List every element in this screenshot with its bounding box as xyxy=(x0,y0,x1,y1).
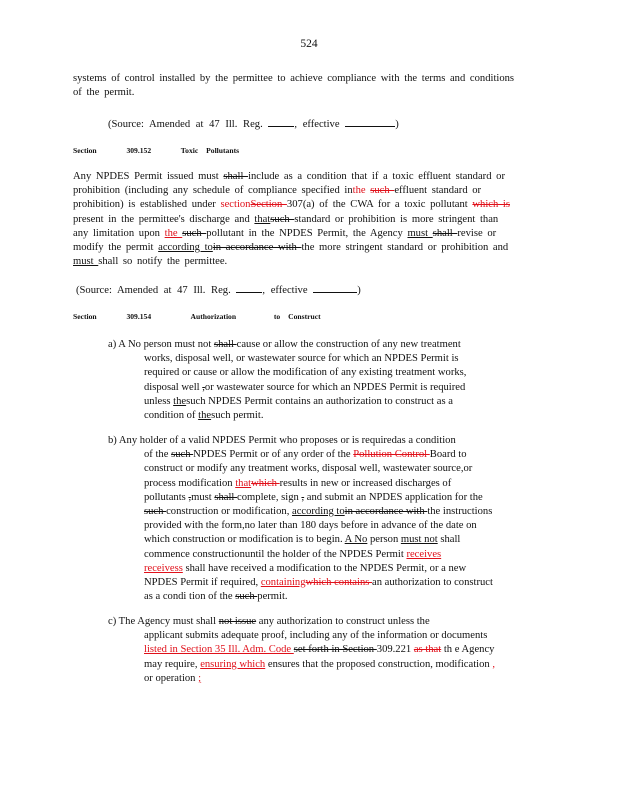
item-line: which construction or modification is to begin. A No person must not shall xyxy=(144,534,461,546)
blank-register xyxy=(268,116,294,127)
item-line: commence constructionuntil the holder of the NPDES Permit receives xyxy=(144,548,442,560)
para-line: must shall so notify the permittee. xyxy=(73,256,228,268)
item-line: such construction or modification, according toin accordance with the instructions xyxy=(144,506,493,518)
item-line: NPDES Permit if required, containingwhich contains an authorization to construct xyxy=(144,577,493,589)
para-line: Any NPDES Permit issued must shall include as a condition that if a toxic effluent standard or xyxy=(73,171,505,182)
toxic-pollutants-paragraph xyxy=(73,170,538,269)
intro-paragraph xyxy=(73,72,538,100)
subsection-c xyxy=(108,615,538,686)
item-line: construct or modify any treatment works, disposal well, wastewater source,or xyxy=(144,463,473,475)
item-line: required or cause or allow the modification of any existing treatment works, xyxy=(144,367,467,379)
blank-effective xyxy=(313,282,357,293)
source-suffix: ) xyxy=(395,119,399,130)
source-prefix: (Source: Amended at 47 Ill. Reg. xyxy=(76,285,231,296)
item-line: of the such NPDES Permit or of any order of the Pollution Control Board to xyxy=(144,449,467,461)
item-line: provided with the form,no later than 180 days before in advance of the date on xyxy=(144,520,477,532)
section-heading-309-152 xyxy=(73,146,239,155)
section-title: Toxic Pollutants xyxy=(180,146,240,155)
source-mid: , effective xyxy=(262,285,308,296)
source-note-1 xyxy=(108,116,399,130)
item-line: a) A No person must not shall cause or allow the construction of any new treatment xyxy=(108,339,461,350)
para-line: prohibition (including any schedule of compliance specified inthe such effluent standard or xyxy=(73,185,482,197)
intro-line: of the permit. xyxy=(73,87,135,99)
source-suffix: ) xyxy=(357,285,361,296)
para-line: present in the permittee's discharge and thatsuch standard or prohibition is more stringent than xyxy=(73,213,499,225)
section-number: 309.152 xyxy=(126,146,152,155)
item-line: may require, ensuring which ensures that the proposed construction, modification , xyxy=(144,658,495,670)
item-line: applicant submits adequate proof, including any of the information or documents xyxy=(144,630,488,642)
item-line: process modification thatwhich results in new or increased discharges of xyxy=(144,477,452,489)
item-line: pollutants ,must shall complete, sign , and submit an NPDES application for the xyxy=(144,491,483,503)
subsection-b xyxy=(108,434,538,604)
item-line: condition of thesuch permit. xyxy=(144,410,264,422)
intro-line: systems of control installed by the permittee to achieve compliance with the terms and conditions xyxy=(73,73,515,84)
section-number: 309.154 xyxy=(126,312,152,321)
source-prefix: (Source: Amended at 47 Ill. Reg. xyxy=(108,119,263,130)
item-line: disposal well ,or wastewater source for which an NPDES Permit is required xyxy=(144,381,466,393)
item-line: works, disposal well, or wastewater source for which an NPDES Permit is xyxy=(144,353,459,365)
page-number: 524 xyxy=(300,38,318,50)
source-mid: , effective xyxy=(294,119,340,130)
para-line: any limitation upon the such pollutant in the NPDES Permit, the Agency must shall revise or xyxy=(73,227,497,239)
item-line: c) The Agency must shall not issue any authorization to construct unless the xyxy=(108,616,430,627)
blank-effective xyxy=(345,116,395,127)
item-line: b) Any holder of a valid NPDES Permit who proposes or is requiredas a condition xyxy=(108,435,456,446)
section-label: Section xyxy=(73,146,97,155)
blank-register xyxy=(236,282,262,293)
item-line: or operation ; xyxy=(144,672,202,684)
subsection-a xyxy=(108,338,538,423)
section-heading-309-154 xyxy=(73,312,321,321)
item-line: receivess shall have received a modification to the NPDES Permit, or a new xyxy=(144,562,467,574)
section-title-2: to Construct xyxy=(273,312,321,321)
source-note-2 xyxy=(76,282,361,296)
section-title: Authorization xyxy=(190,312,237,321)
para-line: modify the permit according toin accordance with the more stringent standard or prohibition and xyxy=(73,242,509,254)
item-line: unless thesuch NPDES Permit contains an authorization to construct as a xyxy=(144,395,453,407)
para-line: prohibition) is established under sectionSection 307(a) of the CWA for a toxic pollutant which is xyxy=(73,199,510,211)
section-label: Section xyxy=(73,312,97,321)
item-line: listed in Section 35 Ill. Adm. Code set forth in Section 309.221 as that th e Agency xyxy=(144,644,495,656)
item-line: as a condi tion of the such permit. xyxy=(144,591,288,603)
